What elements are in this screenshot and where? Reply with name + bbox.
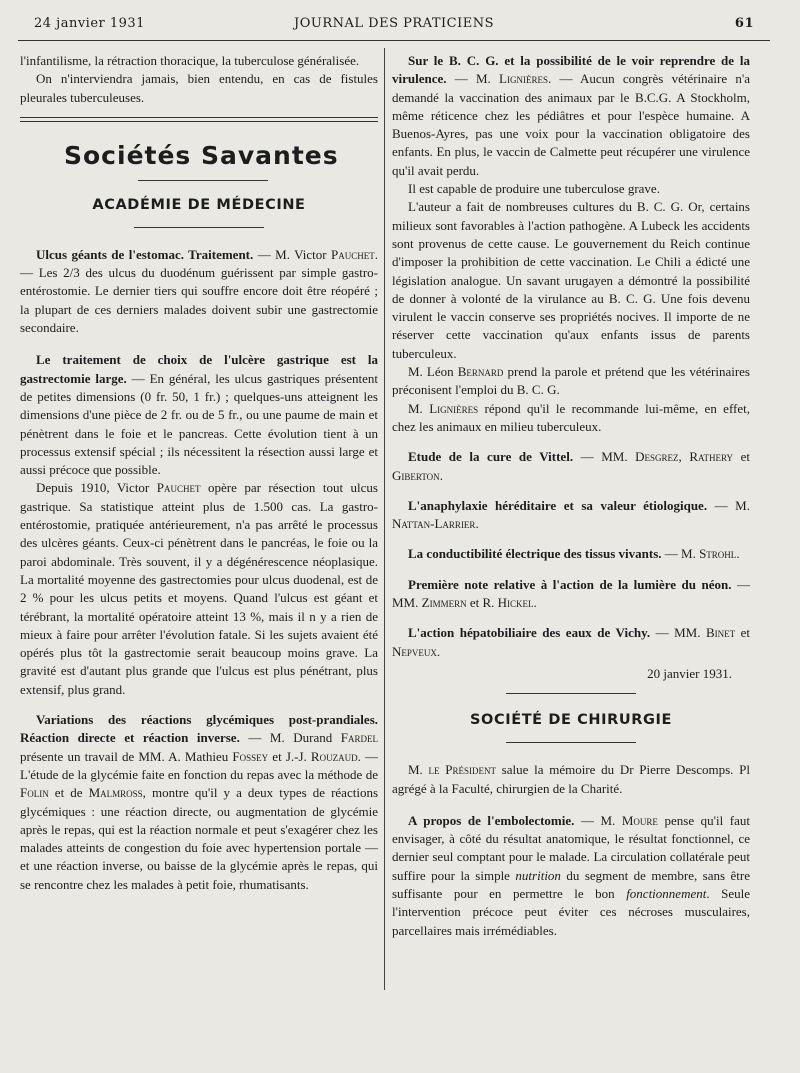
session-date: 20 janvier 1931. bbox=[647, 665, 732, 681]
premiere-text-a: — MM. bbox=[392, 576, 751, 611]
author-pauchet: Pauchet bbox=[156, 480, 201, 496]
author-strohl: Strohl bbox=[699, 546, 737, 562]
president-title: le Président bbox=[428, 762, 496, 778]
pres-text-b: salue la mémoire du Dr Pierre Descomps. Pl agrégé à la Faculté, chirurgien de la Charité. bbox=[392, 762, 750, 796]
anaphylaxie-title: L'anaphylaxie héréditaire et sa valeur étiologique. bbox=[408, 497, 708, 513]
depuis-text-b: opère par résection tout ulcus gastrique. Sa statistique atteint plus de 1.500 cas. La gastro-entérostomie, pratiquée antérieurement, n'a pas arrêté le processus des ulcères géants. Ceux-ci pénètrent dans le pancréas, le foie ou la paroi abdominale. Très souvent, il y a dégénérescence néoplasique. La mortalité moyenne des gastrectomies pour ulcus duodenal, est de 2 % pour les ulcus petits et moyens. Quand l'ulcus est géant et térébrant, la mortalité opératoire atteint 13 %, mais il n y a rien de mieux à faire pour arrêter l'évolution fatale. Si les sujets avaient été opérés plus tôt la gastrectomie serait beaucoup moins grave. La gravité est d'autant plus grande que l'ulcus est plus pénétrant, plus extensif, plus grand. bbox=[20, 480, 378, 697]
depuis-text-a: Depuis 1910, Victor bbox=[36, 480, 157, 496]
bcg-text-a: — M. bbox=[446, 71, 500, 87]
intro-paragraph-2: On n'interviendra jamais, bien entendu, en cas de fistules pleurales tuberculeuses. bbox=[20, 71, 378, 105]
lign-text-a: M. bbox=[408, 400, 430, 416]
italic-fonctionnement: fonctionnement bbox=[626, 885, 707, 901]
hepato-text-a: — MM. bbox=[650, 625, 706, 641]
dash-text: — M. Victor bbox=[253, 246, 331, 262]
embolectomie-paragraph bbox=[392, 812, 750, 940]
traitement-paragraph bbox=[20, 351, 378, 479]
capable-paragraph: Il est capable de produire une tuberculose grave. bbox=[408, 181, 660, 197]
author-rouzaud: Rouzaud bbox=[310, 748, 358, 764]
leon-text-a: M. Léon bbox=[408, 364, 458, 380]
vittel-paragraph bbox=[392, 448, 750, 485]
auteur-paragraph: L'auteur a fait de nombreuses cultures du B. C. G. Or, certains milieux sont favorables à l'action pathogène. A Lubeck les accidents sont provenus de cette cause. Le gouvernement du Reich continue d'imposer la prohibition de cette vaccination. Le Chili a édicté une législation analogue. Un savant urugayen a démontré la possibilité de donner à volonté de la virulance au B. C. G. Une fois devenu virulent le vaccin conserve ses propriétés nocives. Il importe de ne réserver cette vaccination qu'aux enfants issus de parents tuberculeux. bbox=[392, 199, 750, 361]
leon-text-b: prend la parole et prétend que les vétérinaires préconisent l'emploi du B. C. G. bbox=[392, 364, 750, 398]
author-nattan-larrier: Nattan-Larrier bbox=[392, 516, 476, 532]
lignieres-paragraph bbox=[392, 400, 750, 437]
left-column bbox=[20, 52, 378, 894]
author-binet: Binet bbox=[705, 625, 736, 641]
hepato-text-b: et bbox=[735, 625, 750, 641]
pres-text-a: M. bbox=[408, 762, 429, 778]
conduct-text-a: — M. bbox=[661, 546, 700, 562]
page-header bbox=[34, 16, 754, 38]
column-divider bbox=[384, 48, 385, 990]
author-lignieres: Lignières bbox=[429, 400, 479, 416]
vittel-title: Etude de la cure de Vittel. bbox=[408, 449, 574, 465]
bcg-title: Sur le B. C. G. et la possibilité de le voir reprendre de la virulence. bbox=[392, 53, 750, 87]
author-giberton: Giberton bbox=[392, 467, 440, 483]
conductibilite-title: La conductibilité électrique des tissus vivants. bbox=[408, 546, 662, 562]
premiere-text-b: et R. bbox=[466, 595, 498, 611]
variations-text-a: — M. Durand bbox=[239, 730, 341, 746]
vittel-text-a: — MM. bbox=[573, 449, 636, 465]
embol-text-c: du segment de membre, sans être suffisante pour en permettre le bon bbox=[392, 867, 750, 901]
academie-heading: ACADÉMIE DE MÉDECINE bbox=[92, 196, 306, 213]
italic-nutrition: nutrition bbox=[515, 867, 561, 883]
conduct-text-b: . bbox=[736, 546, 740, 562]
author-hickel: Hickel bbox=[497, 595, 534, 611]
author-zimmern: Zimmern bbox=[421, 595, 467, 611]
anaph-text-a: — M. bbox=[707, 497, 750, 513]
traitement-text: — En général, les ulcus gastriques présentent de petites dimensions (0 fr. 50, 1 fr.) ; quelques-uns atteignent les dimensions d'une pièce de 2 fr. ou de 5 fr., ou une paume de main et pénètrent dans le foie et le pancreas. Cette évolution tient à un processus extensif spécial ; ils nécessitent la résection aussi large et aussi précoce que possible. bbox=[20, 370, 378, 478]
anaph-text-b: . bbox=[475, 516, 479, 532]
leon-paragraph bbox=[392, 363, 750, 400]
author-malmross: Malmross bbox=[88, 785, 143, 801]
ulcus-paragraph bbox=[20, 246, 378, 337]
variations-text-f: , montre qu'il y a deux types de réactions glycémiques : une réaction directe, ou augmentation de glycémie après le repas, qui est la réaction normale et peut s'exagérer chez les malades atteints de congestion du foie avec hypertension portale — et une réaction inverse, ou baisse de la glycémie après le repas, qui se rencontre chez les malades à petit foie, rhumatisants. bbox=[20, 785, 379, 892]
hepatobiliaire-paragraph bbox=[392, 624, 750, 661]
author-pauchet: Pauchet bbox=[331, 246, 375, 262]
societes-savantes-heading: Sociétés Savantes bbox=[64, 140, 339, 170]
journal-title: JOURNAL DES PRATICIENS bbox=[294, 16, 494, 31]
author-lignieres: Lignières bbox=[499, 71, 548, 87]
conductibilite-paragraph bbox=[392, 545, 750, 563]
ulcus-title: Ulcus géants de l'estomac. Traitement. bbox=[36, 246, 254, 262]
bcg-paragraph bbox=[392, 52, 750, 180]
variations-text-d: . — L'étude de la glycémie faite en fonction du repas avec la méthode de bbox=[20, 748, 378, 782]
variations-text-c: et J.-J. bbox=[268, 748, 311, 764]
depuis-paragraph bbox=[20, 479, 378, 699]
lign-text-b: répond qu'il le recommande lui-même, en effet, chez les animaux en milieu tuberculeux. bbox=[392, 400, 751, 434]
short-rule bbox=[138, 180, 268, 181]
chirurgie-heading: SOCIÉTÉ DE CHIRURGIE bbox=[469, 712, 673, 729]
ulcus-text: . — Les 2/3 des ulcus du duodénum guérissent par simple gastro-entérostomie. Le dernier tiers qui souffre encore doit être réopéré ; la plupart de ces derniers malades doivent subir une gastrectomie secondaire. bbox=[20, 246, 378, 336]
author-moure: Moure bbox=[621, 812, 658, 828]
hepato-text-c: . bbox=[436, 643, 441, 659]
variations-text-e: et de bbox=[48, 785, 89, 801]
vittel-text-b: et bbox=[733, 449, 750, 465]
hepatobiliaire-title: L'action hépatobiliaire des eaux de Vichy. bbox=[408, 625, 651, 641]
vittel-text-c: . bbox=[439, 467, 443, 483]
right-column bbox=[392, 52, 750, 940]
traitement-title: Le traitement de choix de l'ulcère gastrique est la gastrectomie large. bbox=[20, 352, 378, 386]
double-rule bbox=[20, 117, 378, 122]
short-rule bbox=[134, 227, 264, 228]
page-number: 61 bbox=[734, 16, 754, 31]
premiere-note-paragraph bbox=[392, 576, 750, 613]
premiere-text-c: . bbox=[533, 595, 537, 611]
anaphylaxie-paragraph bbox=[392, 497, 750, 534]
president-paragraph bbox=[392, 761, 750, 798]
author-nepveux: Nepveux bbox=[392, 643, 437, 659]
author-desgrez-rathery: Desgrez, Rathery bbox=[635, 449, 734, 465]
embolectomie-title: A propos de l'embolectomie. bbox=[408, 812, 575, 828]
author-fossey: Fossey bbox=[232, 748, 269, 764]
variations-title: Variations des réactions glycémiques post-prandiales. Réaction directe et réaction inverse. bbox=[20, 712, 378, 746]
header-date: 24 janvier 1931 bbox=[34, 16, 145, 31]
premiere-note-title: Première note relative à l'action de la lumière du néon. bbox=[408, 576, 732, 592]
embol-text-a: — M. bbox=[574, 812, 622, 828]
variations-text-b: présente un travail de MM. A. Mathieu bbox=[20, 748, 233, 764]
embol-text-d: . Seule l'intervention précoce peut éviter ces nécroses musculaires, parcellaires mais irrémédiables. bbox=[392, 885, 750, 938]
author-fardel: Fardel bbox=[340, 730, 378, 746]
short-rule bbox=[506, 693, 636, 694]
bcg-text-b: . — Aucun congrès vétérinaire n'a demandé la vaccination des animaux par le B.C.G. A Stockholm, même réticence chez les pédiâtres et pour l'espèce humaine. A Buenos-Ayres, pas une voix pour la vaccination obligatoire des enfants. En plus, le vaccin de Calmette peut récupérer une virulence qu'il avait perdu. bbox=[392, 71, 750, 178]
author-bernard: Bernard bbox=[457, 364, 504, 380]
embol-text-b: pense qu'il faut envisager, à côté du résultat anatomique, le résultat fonctionnel, ce dernier seul comptant pour le malade. La circulation collatérale peut suffire pour la simple bbox=[392, 812, 750, 883]
author-folin: Folin bbox=[20, 785, 49, 801]
intro-paragraph-1: l'infantilisme, la rétraction thoracique, la tuberculose généralisée. bbox=[20, 53, 360, 68]
variations-paragraph bbox=[20, 711, 378, 894]
short-rule bbox=[506, 742, 636, 743]
header-rule bbox=[18, 40, 770, 41]
